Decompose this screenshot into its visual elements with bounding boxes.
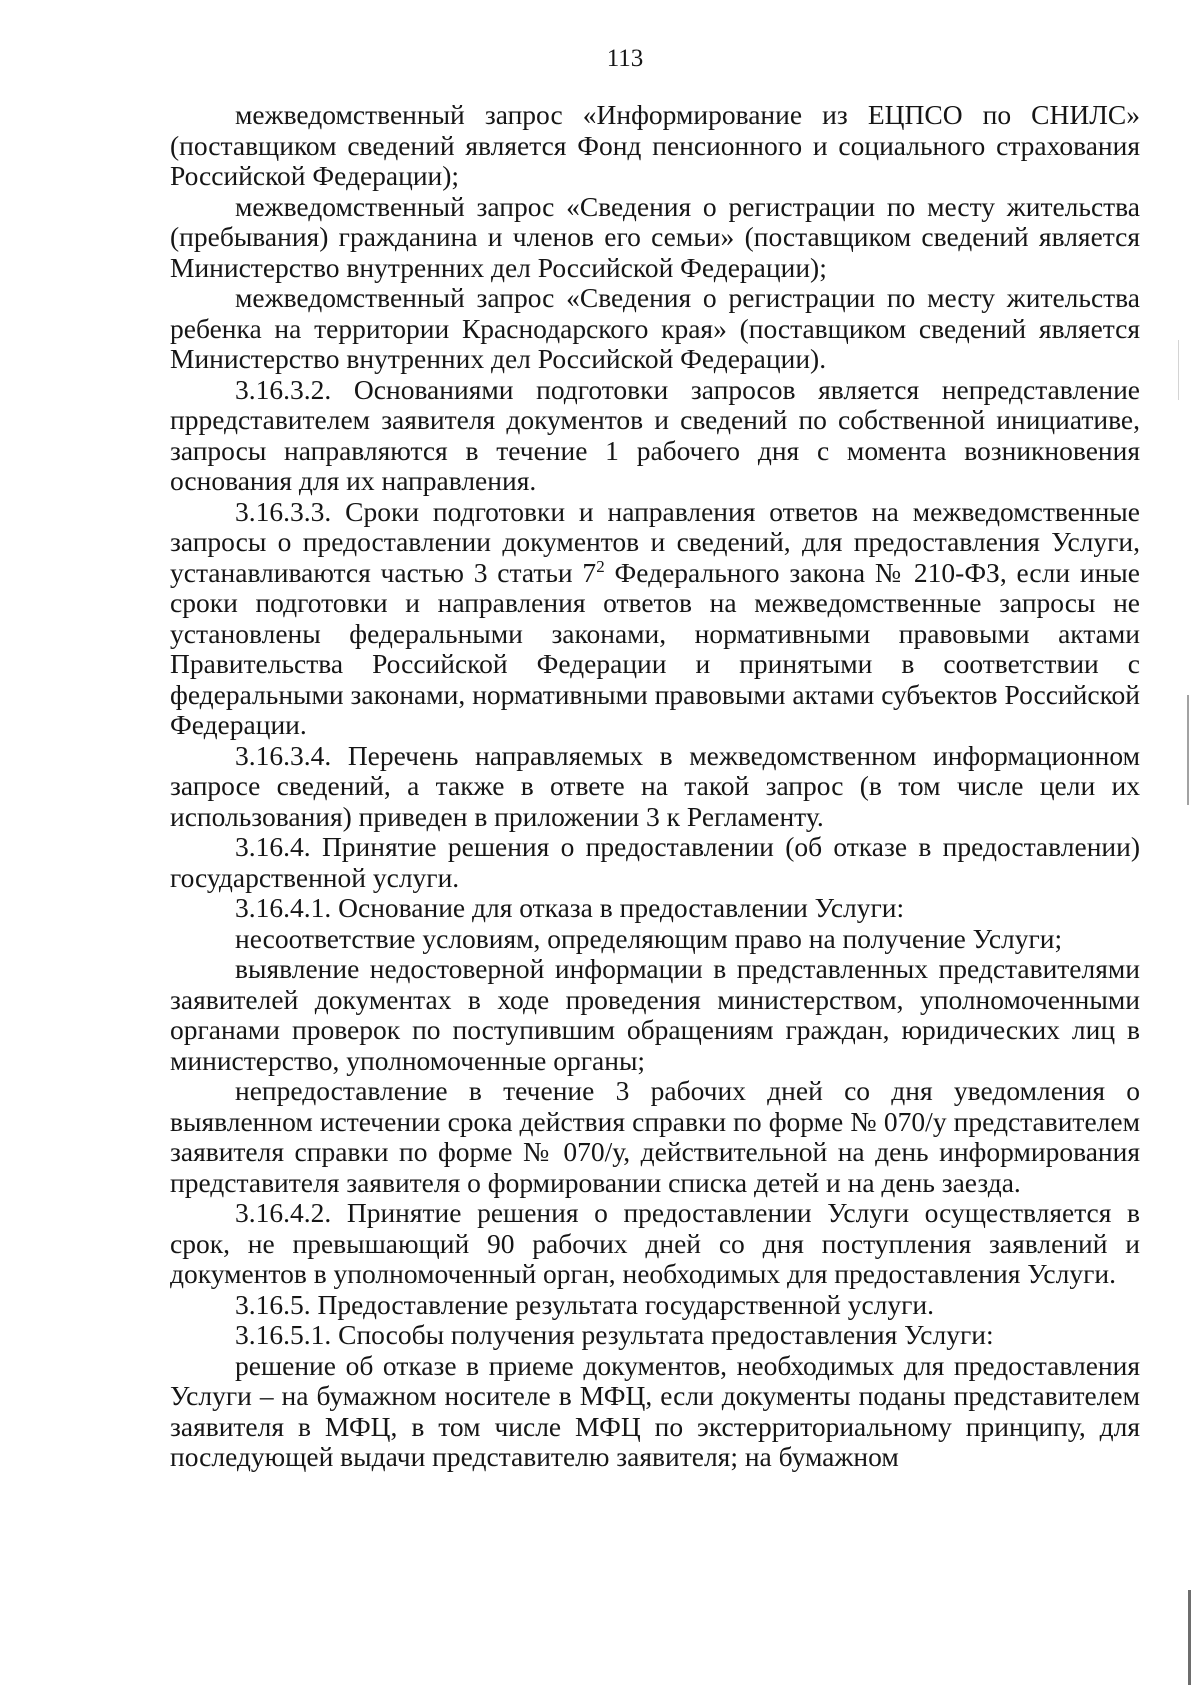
paragraph-3-16-5-1: 3.16.5.1. Способы получения результата предоставления Услуги: <box>235 1319 994 1350</box>
paragraph-refusal-conditions: несоответствие условиям, определяющим право на получение Услуги; <box>235 922 1063 954</box>
paragraph-request-ecpso: межведомственный запрос «Информирование из ЕЦПСО по СНИЛС» (поставщиком сведений является Фонд пенсионного и социального страхования Российской Федерации); <box>170 99 1140 191</box>
paragraph-3-16-4-2: 3.16.4.2. Принятие решения о предоставлении Услуги осуществляется в срок, не превышающий 90 рабочих дней со дня поступления заявлений и документов в уполномоченный орган, необходимых для предоставления Услуги. <box>170 1197 1140 1289</box>
paragraph-3-16-5: 3.16.5. Предоставление результата государственной услуги. <box>235 1288 934 1320</box>
paragraph-refusal-false-info: выявление недостоверной информации в представленных представителями заявителей документах в ходе проведения министерством, уполномоченными органами проверок по поступившим обращениям граждан, юридических лиц в министерство, уполномоченные органы; <box>170 953 1140 1076</box>
paragraph-3-16-3-3-part-2: Федерального закона № 210-ФЗ, если иные сроки подготовки и направления ответов на межведомственные запросы не установлены федеральными законами, нормативными правовыми актами Правительства Российской Федерации и принятыми в соответствии с федеральными законами, нормативными правовыми актами субъектов Российской Федерации. <box>170 556 1140 740</box>
paragraph-3-16-3-2: 3.16.3.2. Основаниями подготовки запросов является непредставление прредставителем заявителя документов и сведений по собственной инициативе, запросы направляются в течение 1 рабочего дня с момента возникновения основания для их направления. <box>170 373 1140 496</box>
page-number: 113 <box>606 45 644 72</box>
paragraph-request-registration-family: межведомственный запрос «Сведения о регистрации по месту жительства (пребывания) гражданина и членов его семьи» (поставщиком сведений является Министерство внутренних дел Российской Федерации); <box>170 190 1140 283</box>
paragraph-request-registration-child: межведомственный запрос «Сведения о регистрации по месту жительства ребенка на территории Краснодарского края» (поставщиком сведений является Министерство внутренних дел Российской Федерации). <box>170 282 1140 374</box>
paragraph-3-16-4-1: 3.16.4.1. Основание для отказа в предоставлении Услуги: <box>235 892 905 923</box>
scan-edge-mark <box>1178 340 1179 400</box>
paragraph-3-16-4: 3.16.4. Принятие решения о предоставлении (об отказе в предоставлении) государственной услуги. <box>170 831 1140 893</box>
paragraph-3-16-3-3-part-1: 3.16.3.3. Сроки подготовки и направления ответов на межведомственные запросы о предоставлении документов и сведений, для предоставления Услуги, устанавливаются частью 3 статьи 7 <box>170 495 1140 588</box>
paragraph-3-16-3-4: 3.16.3.4. Перечень направляемых в межведомственном информационном запросе сведений, а также в ответе на такой запрос (в том числе цели их использования) приведен в приложении 3 к Регламенту. <box>170 739 1140 832</box>
paragraph-3-16-3-3 <box>170 497 1140 741</box>
article-superscript: 2 <box>596 556 605 576</box>
paragraph-result-refusal: решение об отказе в приеме документов, необходимых для предоставления Услуги – на бумажном носителе в МФЦ, если документы поданы представителем заявителя в МФЦ, в том числе МФЦ по экстерриториальному принципу, для последующей выдачи представителю заявителя; на бумажном <box>170 1349 1140 1472</box>
scan-edge-mark <box>1187 695 1189 805</box>
scan-edge-mark <box>1188 1590 1191 1685</box>
paragraph-refusal-certificate: непредоставление в течение 3 рабочих дней со дня уведомления о выявленном истечении срока действия справки по форме № 070/у представителем заявителя справки по форме № 070/у, действительной на день информирования представителя заявителя о формировании списка детей и на день заезда. <box>170 1075 1140 1198</box>
document-body <box>170 100 1140 1473</box>
